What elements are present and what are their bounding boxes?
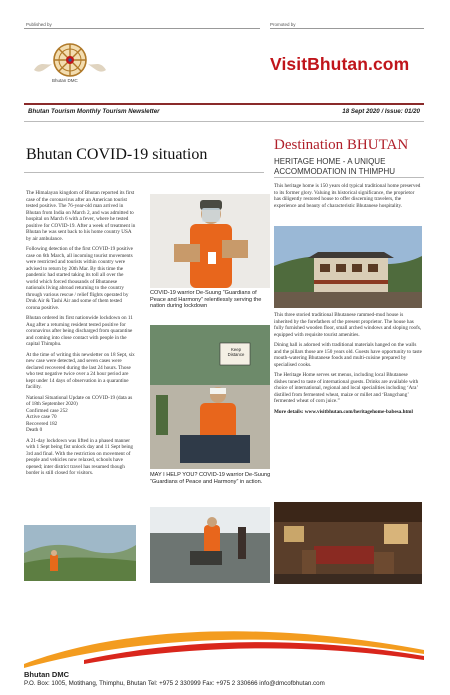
left-paragraph: The Himalayan kingdom of Bhutan reported its first case of the coronavirus after an American tourist tested positive. The 76-year-old man arrived in Bhutan from India on March 2, and was admitted to hospital on March 6 with a fever, where he tested positive for COVID-19. After a week of treatment in Bhutan he was sent back to his home country USA by air ambulance.: [26, 190, 136, 242]
left-headline-rule: [24, 172, 264, 173]
top-bar: [24, 22, 424, 32]
bhutan-dmc-logo: [30, 34, 110, 94]
photo-caption-2: MAY I HELP YOU? COVID-19 warrior De-Suung “Guardians of Peace and Harmony” in action.: [150, 472, 271, 485]
heritage-home-dining-photo: [274, 502, 422, 584]
hillside-worker-photo: [24, 525, 136, 581]
masthead-strip: [24, 103, 424, 122]
footer-address: P.O. Box: 1005, Motithang, Thimphu, Bhutan Tel: +975 2 330999 Fax: +975 2 330666 info@dmcofbhutan.com: [24, 680, 325, 687]
right-paragraph: The Heritage Home serves set menus, including local Bhutanese dishes tuned to taste of international guests. Drinks are available with choice of international, regional and local specialities including ‘Ara’ distilled from fermented wheat, maize or millet and ‘Bangchang’ fermented wheat of corn juice.”: [274, 372, 419, 404]
top-rule-right: [270, 28, 424, 29]
brand-name: VisitBhutan.com: [270, 54, 410, 74]
heritage-home-exterior-photo: [274, 226, 422, 308]
right-subheadline-rule: [274, 177, 424, 178]
newsletter-page: [24, 20, 424, 695]
may-i-help-photo: [150, 325, 270, 469]
published-by-label: Published by: [26, 22, 52, 27]
decorative-swoosh: [24, 620, 424, 668]
dharma-wheel-icon: [30, 34, 110, 94]
covid-warrior-photo: [150, 194, 270, 288]
top-rule-left: [24, 28, 260, 29]
promoted-by-label: Promoted by: [270, 22, 296, 27]
right-intro: [274, 183, 422, 213]
more-details-link[interactable]: More details: www.visitbhutan.com/heritagehome-babesa.html: [274, 408, 413, 415]
newsletter-title: Bhutan Tourism Monthly Tourism Newsletter: [28, 108, 160, 115]
right-article-body: [274, 312, 422, 419]
right-headline: Destination BHUTAN: [274, 137, 409, 153]
keep-distance-sign: Keep Distance: [227, 347, 245, 357]
delivery-trolley-photo: [150, 507, 270, 583]
left-article-body: [26, 190, 136, 481]
logo-caption: Bhutan DMC: [52, 78, 78, 83]
left-paragraph: A 21-day lockdown was lifted in a phased manner with 1 Sept being fist unlock day and 11 Sept being 3rd and final. With the restriction on movement of people and vehicles now relaxed, schools have opened; inter district travel has resumed though border is still closed for visitors.: [26, 437, 134, 476]
left-paragraph: Bhutan ordered its first nationwide lockdown on 11 Aug after a returning resident tested positive for coronavirus after being discharged from quarantine and coming into close contact with people in the capital Thimphu.: [26, 315, 133, 347]
right-subheadline: HERITAGE HOME - A UNIQUE ACCOMMODATION IN THIMPHU: [274, 157, 396, 176]
left-paragraph: Following detection of the first COVID-19 positive case on 6th March, all incoming tourist movements were restricted and tourists within country were advised to return by 20th Mar. By this time the pandemic had started taking its toll all over the world which forced thousands of Bhutanese nationals living abroad returning to the country through various rescue / relief flights operated by Druk Air & Tashi Air and some of them tested corona positive.: [26, 246, 133, 311]
left-headline: Bhutan COVID-19 situation: [26, 146, 208, 163]
left-paragraph-stats: National Situational Update on COVID-19 (data as of 18th September 2020) Confirmed case 252 Active case 70 Recovered 182 Death 0: [26, 394, 133, 433]
right-intro-paragraph: This heritage home is 150 years old typical traditional home preserved to its former glory. Valuing its historical significance, the proprietor has diligently restored house to offer discerning travelers, the experience and beauty of characteristic Bhutanese hospitality.: [274, 183, 421, 209]
right-paragraph: Dining hall is adorned with traditional materials hanged on the walls and the pillars those are 150 years old. Guests have opportunity to taste mouth-watering Bhutanese foods and multi-cuisine prepared by specialised cooks.: [274, 342, 422, 368]
photo-caption-1: COVID-19 warrior De-Suung “Guardians of Peace and Harmony” relentlessly serving the nation during lockdown: [150, 290, 262, 310]
footer-company: Bhutan DMC: [24, 670, 69, 679]
issue-date: 18 Sept 2020 / Issue: 01/20: [342, 108, 420, 115]
left-paragraph: At the time of writing this newsletter on 18 Sept, six new case were detected, and seven cases were declared recovered during the last 24 hours. Those who test negative twice over a 24 hour period are kept under 14 days of observation in a quarantine facility.: [26, 351, 135, 390]
right-paragraph: This three storied traditional Bhutanese rammed-mud house is inherited by the forefathers of the present proprietor. The house has fully furnished wooden floor, small arched windows and sloping roofs, equipped with requisite tourist amenities.: [274, 312, 422, 338]
